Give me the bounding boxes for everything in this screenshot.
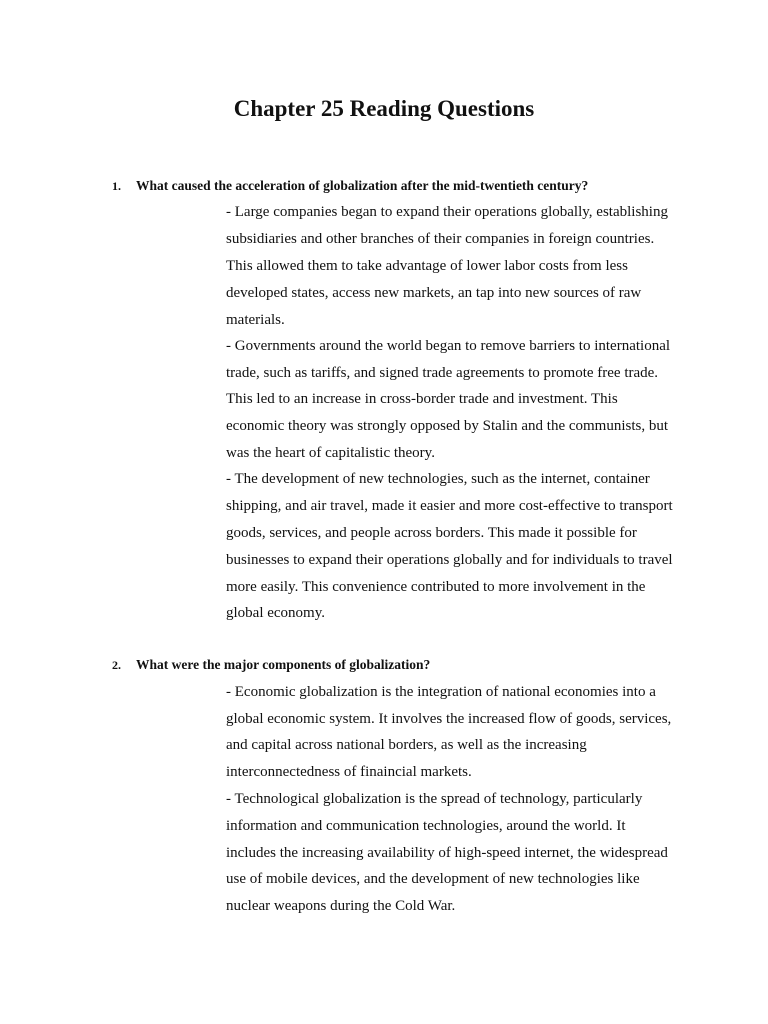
answer-line: subsidiaries and other branches of their companies in foreign countries. (226, 231, 655, 247)
answer-line: goods, services, and people across borders. This made it possible for (226, 525, 637, 541)
answer-line: businesses to expand their operations globally and for individuals to travel (226, 552, 673, 568)
answer-line: information and communication technologies, around the world. It (226, 818, 626, 834)
question-text: What were the major components of globalization? (136, 657, 431, 672)
answer-line: was the heart of capitalistic theory. (226, 445, 435, 461)
answer-line: - Governments around the world began to remove barriers to international (226, 338, 671, 354)
answer-line: shipping, and air travel, made it easier and more cost-effective to transport (226, 498, 673, 514)
answer-line: use of mobile devices, and the development of new technologies like (226, 871, 640, 887)
answer-line: developed states, access new markets, an tap into new sources of raw (226, 285, 642, 301)
answer-line: and capital across national borders, as well as the increasing (226, 737, 587, 753)
answer-line: - Large companies began to expand their operations globally, establishing (226, 204, 668, 220)
answer-line: global economy. (226, 605, 326, 621)
answer-line: interconnectedness of finaincial markets. (226, 764, 472, 780)
answer-line: nuclear weapons during the Cold War. (226, 898, 456, 914)
page-title: Chapter 25 Reading Questions (233, 96, 535, 121)
answer-line: materials. (226, 312, 285, 328)
question-text: What caused the acceleration of globalization after the mid-twentieth century? (136, 178, 589, 193)
answer-line: trade, such as tariffs, and signed trade agreements to promote free trade. (226, 365, 659, 381)
answer-line: - Economic globalization is the integration of national economies into a (226, 684, 656, 700)
answer-line: more easily. This convenience contributed to more involvement in the (226, 579, 646, 595)
answer-line: This allowed them to take advantage of lower labor costs from less (226, 258, 628, 274)
answer-line: includes the increasing availability of high-speed internet, the widespread (226, 845, 668, 861)
answer-line: global economic system. It involves the increased flow of goods, services, (226, 711, 672, 727)
answer-line: - The development of new technologies, such as the internet, container (226, 471, 650, 487)
answer-line: This led to an increase in cross-border trade and investment. This (226, 391, 618, 407)
answer-line: economic theory was strongly opposed by Stalin and the communists, but (226, 418, 669, 434)
answer-line: - Technological globalization is the spread of technology, particularly (226, 791, 643, 807)
question-number: 1. (112, 179, 121, 193)
question-number: 2. (112, 658, 121, 672)
